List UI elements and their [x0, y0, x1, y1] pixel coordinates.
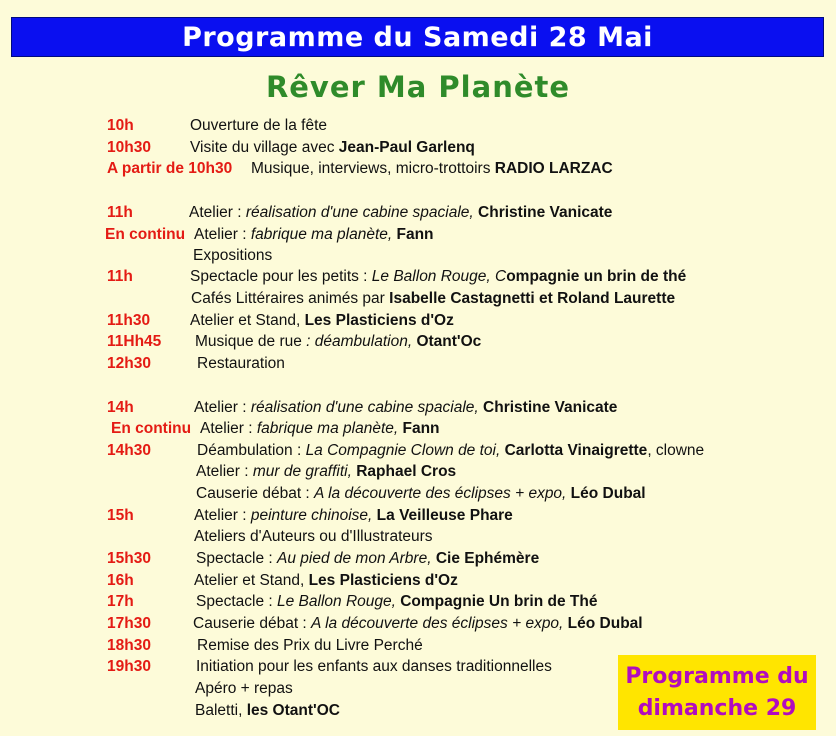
schedule-text: Expositions — [193, 247, 273, 264]
schedule-row — [0, 505, 836, 527]
schedule-description — [190, 266, 686, 288]
schedule-text: Les Plasticiens d'Oz — [308, 572, 458, 589]
schedule-text: Spectacle : — [196, 550, 277, 567]
schedule-text: Le Ballon Rouge, C — [371, 268, 507, 285]
schedule-time: 11h30 — [107, 312, 151, 329]
schedule-text: La Compagnie Clown de toi, — [305, 442, 505, 459]
schedule-time: 12h30 — [107, 355, 151, 372]
schedule-text: réalisation d'une cabine spaciale, — [250, 399, 484, 416]
schedule-text: Atelier : — [196, 463, 253, 480]
schedule-text: A la découverte des éclipses + expo, — [311, 615, 568, 632]
schedule-text: Cafés Littéraires animés par — [191, 290, 390, 307]
schedule-text: Apéro + repas — [195, 680, 293, 697]
schedule-text: Otant'Oc — [416, 333, 482, 350]
schedule-row — [0, 353, 836, 375]
page-title-banner — [11, 17, 824, 57]
schedule-text: peinture chinoise, — [250, 507, 377, 524]
schedule-text: Remise des Prix du Livre Perché — [197, 637, 423, 654]
schedule-row — [0, 202, 836, 224]
schedule-text: Léo Dubal — [570, 485, 646, 502]
schedule-time: 16h — [107, 572, 134, 589]
schedule-row — [0, 440, 836, 462]
schedule-text: Christine Vanicate — [483, 399, 618, 416]
schedule-time: En continu — [111, 420, 192, 437]
schedule-description — [196, 591, 597, 613]
schedule-row — [0, 635, 836, 657]
schedule-description — [200, 418, 440, 440]
schedule-row — [0, 526, 836, 548]
schedule-text: mur de graffiti, — [252, 463, 357, 480]
schedule-text: Restauration — [197, 355, 285, 372]
schedule-row — [0, 591, 836, 613]
schedule-time: 14h — [107, 399, 134, 416]
schedule-description — [193, 613, 643, 635]
schedule-text: fabrique ma planète, — [250, 226, 397, 243]
schedule-text: Atelier : — [189, 204, 246, 221]
schedule-description — [194, 505, 513, 527]
schedule-row — [0, 461, 836, 483]
sunday-program-link[interactable] — [618, 655, 816, 730]
schedule-text: Atelier : — [194, 399, 251, 416]
schedule-text: RADIO LARZAC — [494, 160, 613, 177]
schedule-text: Isabelle Castagnetti et Roland Laurette — [389, 290, 676, 307]
schedule-text: les Otant'OC — [246, 702, 340, 719]
schedule-text: Atelier et Stand, — [190, 312, 305, 329]
schedule-time: 18h30 — [107, 637, 151, 654]
schedule-description — [189, 202, 612, 224]
schedule-text: Ateliers d'Auteurs ou d'Illustrateurs — [194, 528, 433, 545]
schedule-row — [0, 331, 836, 353]
schedule-description — [196, 656, 552, 678]
schedule-text: Atelier : — [200, 420, 257, 437]
schedule-text: : déambulation, — [306, 333, 417, 350]
schedule-description — [196, 548, 539, 570]
schedule-text: Atelier et Stand, — [194, 572, 309, 589]
schedule-description — [194, 224, 434, 246]
schedule-row — [0, 570, 836, 592]
schedule-text: Musique de rue — [195, 333, 307, 350]
schedule-description — [194, 570, 458, 592]
schedule-description — [196, 461, 456, 483]
schedule-description — [196, 483, 646, 505]
sunday-program-line2: dimanche 29 — [637, 695, 797, 721]
schedule-description — [197, 440, 704, 462]
schedule-text: La Veilleuse Phare — [376, 507, 513, 524]
schedule-row — [0, 310, 836, 332]
schedule-text: Carlotta Vinaigrette — [504, 442, 648, 459]
schedule-row — [0, 158, 836, 180]
schedule-text: Visite du village avec — [190, 139, 339, 156]
schedule-description — [190, 115, 327, 137]
schedule-time: A partir de 10h30 — [107, 160, 233, 177]
schedule-text: Cie Ephémère — [435, 550, 540, 567]
schedule-text: Atelier : — [194, 226, 251, 243]
schedule-time: 17h30 — [107, 615, 151, 632]
schedule-text: Spectacle : — [196, 593, 277, 610]
schedule-description — [195, 700, 340, 722]
schedule-text: Léo Dubal — [567, 615, 643, 632]
schedule-text: Raphael Cros — [356, 463, 457, 480]
schedule-text: Les Plasticiens d'Oz — [304, 312, 454, 329]
schedule-text: fabrique ma planète, — [256, 420, 403, 437]
schedule-description — [193, 245, 272, 267]
schedule-text: Le Ballon Rouge, — [277, 593, 401, 610]
schedule-text: Jean-Paul Garlenq — [338, 139, 475, 156]
schedule-row — [0, 224, 836, 246]
schedule-row — [0, 288, 836, 310]
schedule-row — [0, 266, 836, 288]
schedule-text: Spectacle pour les petits : — [190, 268, 372, 285]
schedule-description — [251, 158, 613, 180]
schedule-time: 14h30 — [107, 442, 151, 459]
schedule-text: Déambulation : — [197, 442, 306, 459]
schedule-description — [197, 353, 285, 375]
schedule-description — [194, 526, 433, 548]
schedule-text: Fann — [396, 226, 434, 243]
page-title: Programme du Samedi 28 Mai — [182, 21, 653, 53]
schedule-row — [0, 115, 836, 137]
schedule-row — [0, 483, 836, 505]
schedule-text: Causerie débat : — [193, 615, 312, 632]
schedule-text: Baletti, — [195, 702, 247, 719]
sunday-program-line1: Programme du — [625, 663, 809, 689]
schedule-description — [190, 310, 454, 332]
schedule-time: En continu — [105, 226, 186, 243]
schedule-time: 19h30 — [107, 658, 151, 675]
schedule-row — [0, 613, 836, 635]
schedule-text: Initiation pour les enfants aux danses traditionnelles — [196, 658, 552, 675]
schedule-time: 15h30 — [107, 550, 151, 567]
schedule-text: Musique, interviews, micro-trottoirs — [251, 160, 495, 177]
schedule-text: Christine Vanicate — [478, 204, 613, 221]
schedule-description — [195, 331, 481, 353]
schedule-text: A la découverte des éclipses + expo, — [314, 485, 571, 502]
schedule-text: réalisation d'une cabine spaciale, — [245, 204, 479, 221]
schedule-time: 17h — [107, 593, 134, 610]
schedule-row — [0, 418, 836, 440]
schedule-time: 11h — [107, 268, 133, 285]
schedule-time: 10h — [107, 117, 134, 134]
schedule-row — [0, 548, 836, 570]
schedule-row — [0, 245, 836, 267]
schedule-text: ompagnie un brin de thé — [506, 268, 687, 285]
schedule-text: Causerie débat : — [196, 485, 315, 502]
schedule-description — [190, 137, 475, 159]
schedule-text: , clowne — [647, 442, 705, 459]
schedule-description — [197, 635, 423, 657]
schedule-text: Atelier : — [194, 507, 251, 524]
schedule-description — [195, 678, 293, 700]
schedule-text: Au pied de mon Arbre, — [277, 550, 436, 567]
schedule-time: 11Hh45 — [107, 333, 162, 350]
subtitle: Rêver Ma Planète — [265, 70, 571, 104]
schedule-text: Ouverture de la fête — [190, 117, 327, 134]
schedule-text: Fann — [402, 420, 440, 437]
schedule-time: 10h30 — [107, 139, 151, 156]
schedule-row — [0, 397, 836, 419]
schedule-text: Compagnie Un brin de Thé — [400, 593, 598, 610]
schedule-row — [0, 137, 836, 159]
schedule-time: 11h — [107, 204, 133, 221]
schedule-time: 15h — [107, 507, 134, 524]
schedule-description — [191, 288, 675, 310]
schedule-description — [194, 397, 617, 419]
